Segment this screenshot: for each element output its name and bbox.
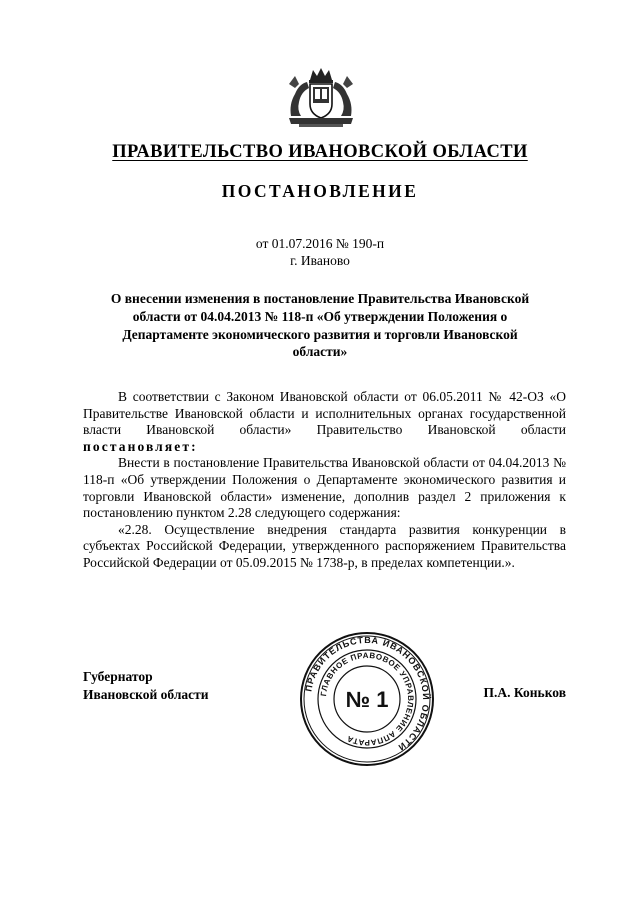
decree-word: постановляет: bbox=[83, 438, 198, 454]
government-title: ПРАВИТЕЛЬСТВО ИВАНОВСКОЙ ОБЛАСТИ bbox=[112, 142, 528, 162]
document-body bbox=[83, 389, 566, 572]
document-date-number: от 01.07.2016 № 190-п bbox=[255, 236, 385, 251]
official-seal-icon bbox=[298, 630, 436, 768]
signatory-position bbox=[83, 668, 209, 703]
stamp-outer-text: ПРАВИТЕЛЬСТВА ИВАНОВСКОЙ ОБЛАСТИ bbox=[303, 634, 432, 753]
body-paragraph-new-clause: «2.28. Осуществление внедрения стандарта развития конкуренции в субъектах Российской Федерации, утвержденного распоряжением Правительства Российской Федерации от 05.09.2015 № 1738-р, в пределах компетенции.». bbox=[83, 521, 566, 570]
document-type-title: ПОСТАНОВЛЕНИЕ bbox=[221, 181, 419, 201]
ivanovo-coat-of-arms-icon bbox=[285, 66, 357, 130]
document-city: г. Иваново bbox=[290, 253, 350, 268]
body-paragraph-preamble bbox=[83, 389, 566, 455]
document-subject: О внесении изменения в постановление Правительства Ивановской области от 04.04.2013 № 118-п «Об утверждении Положения о Департаменте экономического развития и торговли Ивановской области» bbox=[110, 291, 530, 360]
preamble-text: В соответствии с Законом Ивановской области от 06.05.2011 № 42-ОЗ «О Правительстве Ивановской области и исполнительных органах государственной власти Ивановской области» Правительство Ивановской области bbox=[83, 389, 566, 438]
signatory-name: П.А. Коньков bbox=[483, 685, 566, 700]
body-paragraph-amendment: Внести в постановление Правительства Ивановской области от 04.04.2013 № 118-п «Об утверждении Положения о Департаменте экономического развития и торговли Ивановской области» изменение, дополнив раздел 2 приложения к постановлению пунктом 2.28 следующего содержания: bbox=[83, 455, 566, 521]
signatory-position-line-2: Ивановской области bbox=[83, 686, 209, 702]
stamp-inner-text: ГЛАВНОЕ ПРАВОВОЕ УПРАВЛЕНИЕ АППАРАТА bbox=[319, 650, 416, 748]
signatory-position-line-1: Губернатор bbox=[83, 669, 153, 684]
stamp-number: № 1 bbox=[345, 687, 389, 712]
